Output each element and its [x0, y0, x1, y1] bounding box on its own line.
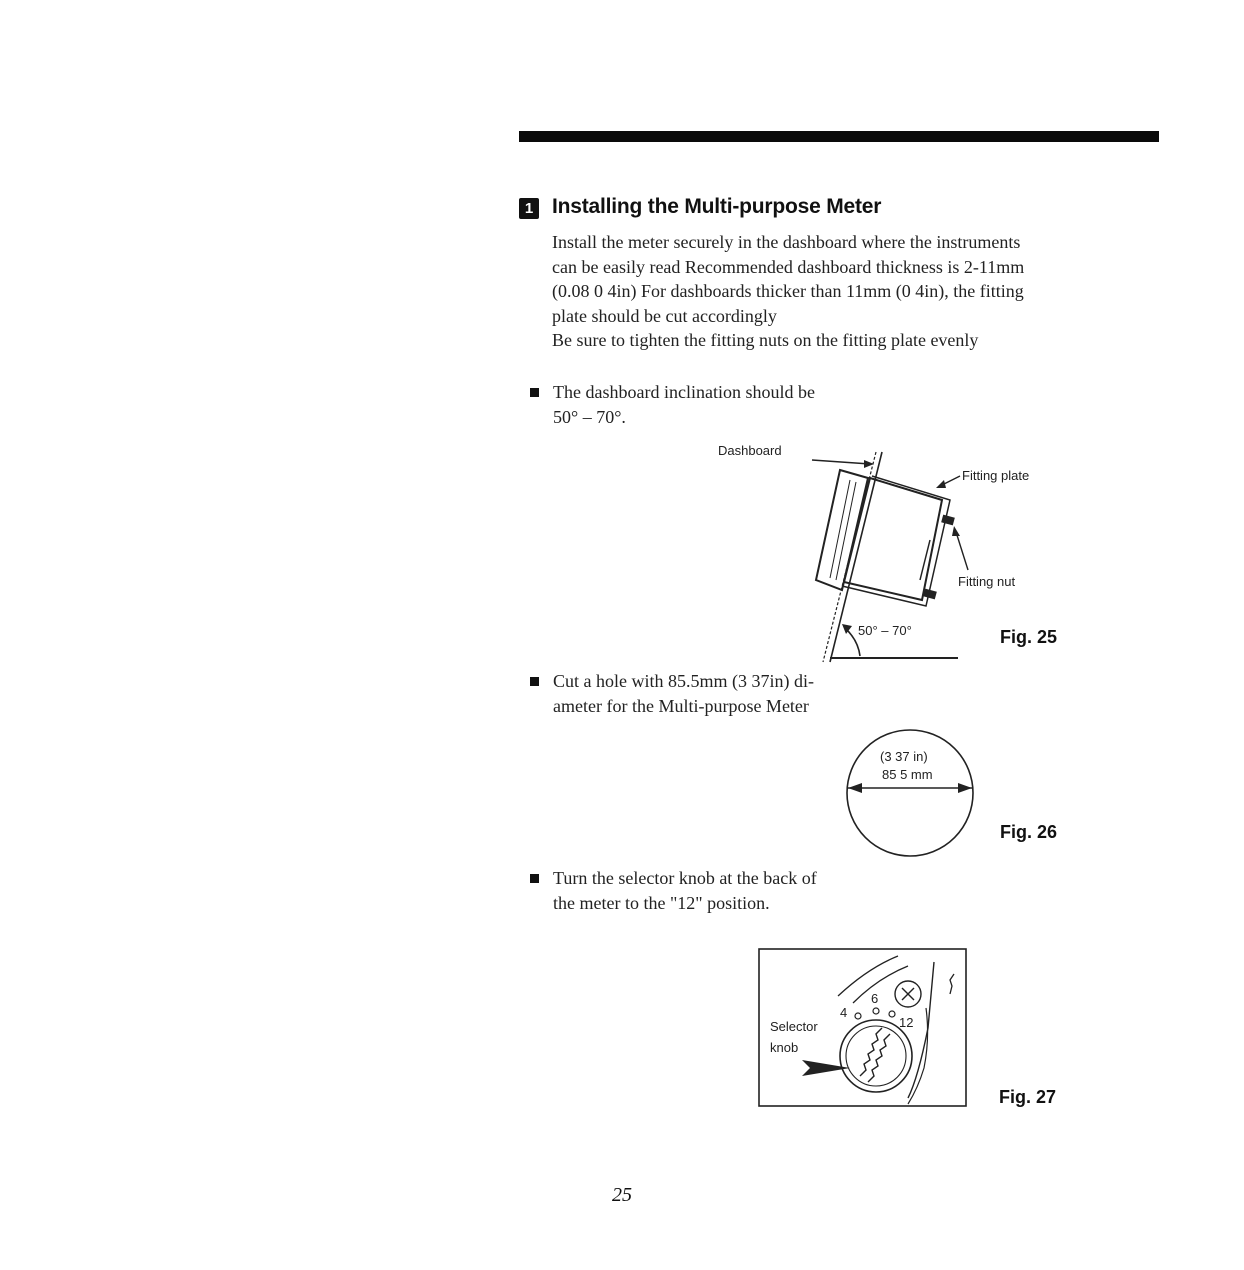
label-dashboard: Dashboard — [718, 443, 782, 458]
diameter-arrow-left — [848, 783, 862, 793]
bullet-marker — [530, 677, 539, 686]
paragraph-line: Be sure to tighten the fitting nuts on the fitting plate evenly — [552, 330, 979, 350]
paragraph-line: plate should be cut accordingly — [552, 305, 777, 326]
meter-body — [844, 478, 942, 600]
bullet-hole — [553, 669, 814, 718]
bracket-detail — [950, 974, 954, 994]
bullet-selector — [553, 866, 817, 915]
fig27-caption: Fig. 27 — [999, 1087, 1057, 1107]
meter-face-line — [836, 482, 856, 580]
label-fitting-nut: Fitting nut — [958, 574, 1016, 589]
bullet-line: the meter to the "12" position. — [553, 892, 770, 913]
angle-arrow — [842, 624, 852, 634]
dial-label-4: 4 — [840, 1005, 848, 1020]
bullet-line: 50° – 70°. — [553, 406, 626, 427]
bullet-marker — [530, 874, 539, 883]
dial-label-6: 6 — [871, 991, 879, 1006]
bullet-line: Cut a hole with 85.5mm (3 37in) di- — [553, 671, 814, 691]
dial-mark — [889, 1011, 895, 1017]
meter-rear-detail — [920, 540, 930, 580]
knob-slot — [860, 1028, 882, 1076]
paragraph-line: (0.08 0 4in) For dashboards thicker than 11mm (0 4in), the fitting — [552, 281, 1024, 301]
meter-bezel — [816, 470, 868, 590]
fitting-nut-arrow — [956, 532, 968, 570]
diameter-arrow-right — [958, 783, 972, 793]
paragraph-line: can be easily read Recommended dashboard thickness is 2-11mm — [552, 256, 1025, 277]
knob-slot — [868, 1034, 890, 1082]
label-diameter-mm: 85 5 mm — [882, 767, 933, 782]
dial-mark — [855, 1013, 861, 1019]
bullet-line: ameter for the Multi-purpose Meter — [553, 695, 809, 716]
bullet-inclination — [553, 380, 815, 429]
header-rule — [519, 131, 1159, 142]
fitting-nut-bottom — [923, 589, 937, 600]
dial-label-12: 12 — [899, 1015, 914, 1030]
meter-face-line — [830, 480, 850, 578]
bullet-line: Turn the selector knob at the back of — [553, 868, 817, 888]
paragraph-line: Install the meter securely in the dashboard where the instruments — [552, 232, 1021, 252]
label-diameter-in: (3 37 in) — [880, 749, 928, 764]
label-selector: Selector — [770, 1019, 818, 1034]
bullet-line: The dashboard inclination should be — [553, 382, 815, 402]
fig26-caption: Fig. 26 — [1000, 822, 1058, 842]
dial-mark — [873, 1008, 879, 1014]
dashboard-arrow — [812, 460, 870, 464]
fitting-nut-top — [941, 515, 955, 526]
label-knob: knob — [770, 1040, 799, 1055]
fig25-caption: Fig. 25 — [1000, 627, 1058, 647]
fitting-plate-arrowhead — [936, 480, 946, 488]
section-number-badge: 1 — [519, 198, 539, 219]
page-number: 25 — [612, 1184, 632, 1206]
intro-paragraph — [552, 230, 1162, 353]
selector-knob — [840, 1020, 912, 1092]
fig26-diagram — [844, 728, 976, 860]
section-title: Installing the Multi-purpose Meter — [552, 195, 882, 218]
bullet-marker — [530, 388, 539, 397]
fitting-nut-arrowhead — [952, 526, 960, 536]
label-angle: 50° – 70° — [858, 623, 912, 638]
selector-pointer-arrow — [802, 1060, 850, 1076]
label-fitting-plate: Fitting plate — [962, 468, 1030, 483]
